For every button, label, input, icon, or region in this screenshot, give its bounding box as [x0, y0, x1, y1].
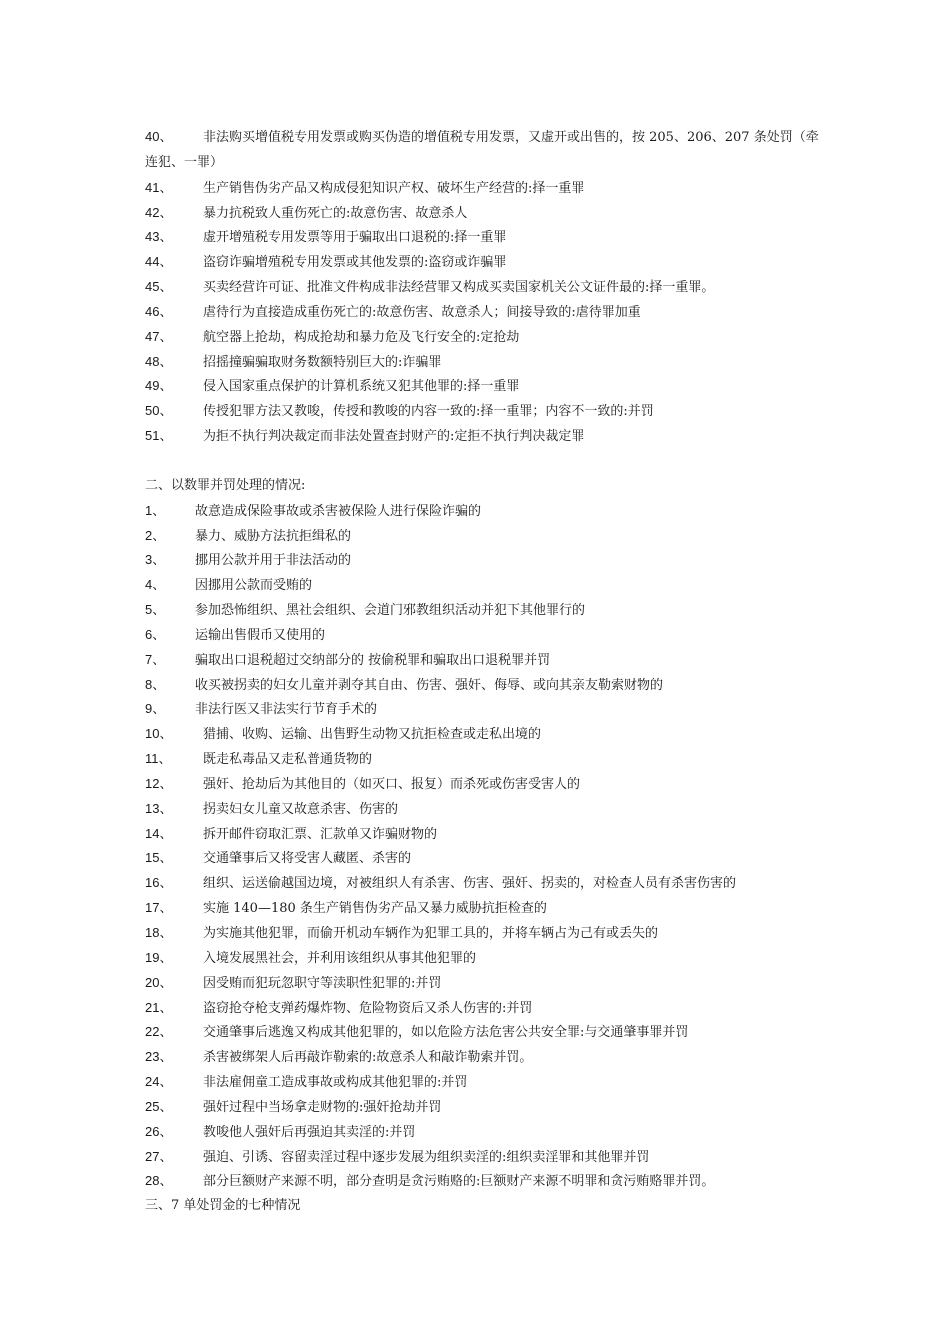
- item-text: 强迫、引诱、容留卖淫过程中逐步发展为组织卖淫的:组织卖淫罪和其他罪并罚: [203, 1149, 650, 1165]
- item-text: 杀害被绑架人后再敲诈勒索的:故意杀人和敲诈勒索并罚。: [203, 1050, 533, 1066]
- item-text: 非法购买增值税专用发票或购买伪造的增值税专用发票，又虚开或出售的，按 205、206、207 条处罚（牵连犯、一罪）: [145, 130, 819, 170]
- list-item: [145, 275, 825, 300]
- list-item: [145, 225, 825, 250]
- section-2-list: [145, 499, 825, 1195]
- item-number: 50、: [145, 403, 173, 419]
- list-item: [145, 1020, 825, 1045]
- spacer: [145, 449, 825, 474]
- item-number: 27、: [145, 1148, 173, 1164]
- item-number: 21、: [145, 999, 173, 1015]
- item-text: 参加恐怖组织、黑社会组织、会道门邪教组织活动并犯下其他罪行的: [195, 603, 586, 619]
- item-number: 49、: [145, 378, 173, 394]
- list-item: [145, 1145, 825, 1170]
- item-number: 11、: [145, 751, 172, 767]
- item-number: 28、: [145, 1173, 173, 1189]
- list-item: [145, 697, 825, 722]
- list-item: [145, 722, 825, 747]
- item-text: 骗取出口退税超过交纳部分的 按偷税罪和骗取出口退税罪并罚: [195, 652, 551, 668]
- item-number: 23、: [145, 1049, 173, 1065]
- document-page: [145, 125, 825, 1219]
- list-item: [145, 822, 825, 847]
- item-text: 拐卖妇女儿童又故意杀害、伤害的: [203, 801, 399, 817]
- item-text: 运输出售假币又使用的: [195, 627, 326, 643]
- item-text: 侵入国家重点保护的计算机系统又犯其他罪的:择一重罪: [203, 379, 520, 395]
- item-text: 非法雇佣童工造成事故或构成其他犯罪的:并罚: [203, 1075, 468, 1091]
- item-text: 传授犯罪方法又教唆，传授和教唆的内容一致的:择一重罪；内容不一致的:并罚: [203, 404, 654, 420]
- list-item: [145, 896, 825, 921]
- list-item: [145, 846, 825, 871]
- item-text: 实施 140—180 条生产销售伪劣产品又暴力威胁抗拒检查的: [203, 901, 547, 917]
- item-text: 买卖经营许可证、批准文件构成非法经营罪又构成买卖国家机关公文证件最的:择一重罪。: [203, 280, 715, 296]
- item-text: 既走私毒品又走私普通货物的: [203, 752, 373, 768]
- item-number: 15、: [145, 850, 173, 866]
- item-number: 7、: [145, 651, 166, 667]
- list-item: [145, 1045, 825, 1070]
- item-text: 虚开增殖税专用发票等用于骗取出口退税的:择一重罪: [203, 230, 507, 246]
- list-item: [145, 673, 825, 698]
- item-number: 44、: [145, 254, 173, 270]
- item-number: 19、: [145, 949, 173, 965]
- list-item: [145, 747, 825, 772]
- item-text: 入境发展黑社会，并利用该组织从事其他犯罪的: [203, 950, 477, 966]
- item-number: 4、: [145, 577, 166, 593]
- list-item: [145, 250, 825, 275]
- list-item: [145, 797, 825, 822]
- item-text: 交通肇事后又将受害人藏匿、杀害的: [203, 851, 412, 867]
- item-text: 生产销售伪劣产品又构成侵犯知识产权、破坏生产经营的:择一重罪: [203, 180, 585, 196]
- item-text: 强奸、抢劫后为其他目的（如灭口、报复）而杀死或伤害受害人的: [203, 776, 581, 792]
- list-item: [145, 1070, 825, 1095]
- item-number: 5、: [145, 602, 166, 618]
- item-text: 非法行医又非法实行节育手术的: [195, 702, 378, 718]
- list-item: [145, 772, 825, 797]
- list-item: [145, 871, 825, 896]
- item-number: 51、: [145, 428, 173, 444]
- list-item: [145, 399, 825, 424]
- item-number: 3、: [145, 552, 166, 568]
- list-item: [145, 1095, 825, 1120]
- list-item: [145, 921, 825, 946]
- list-item: [145, 350, 825, 375]
- item-text: 交通肇事后逃逸又构成其他犯罪的，如以危险方法危害公共安全罪:与交通肇事罪并罚: [203, 1025, 689, 1041]
- item-text: 盗窃抢夺枪支弹药爆炸物、危险物资后又杀人伤害的:并罚: [203, 1000, 533, 1016]
- item-number: 20、: [145, 974, 173, 990]
- list-item: [145, 598, 825, 623]
- item-text: 暴力、威胁方法抗拒缉私的: [195, 528, 352, 544]
- item-text: 虐待行为直接造成重伤死亡的:故意伤害、故意杀人；间接导致的:虐待罪加重: [203, 304, 641, 320]
- item-number: 40、: [145, 129, 173, 144]
- list-item: [145, 996, 825, 1021]
- item-text: 为实施其他犯罪，而偷开机动车辆作为犯罪工具的，并将车辆占为己有或丢失的: [203, 926, 659, 941]
- list-item: [145, 548, 825, 573]
- list-item: [145, 524, 825, 549]
- item-number: 2、: [145, 527, 166, 543]
- item-text: 盗窃诈骗增殖税专用发票或其他发票的:盗窃或诈骗罪: [203, 255, 507, 271]
- item-number: 22、: [145, 1024, 173, 1040]
- list-item: [145, 300, 825, 325]
- item-number: 14、: [145, 825, 173, 841]
- item-text: 因挪用公款而受贿的: [195, 578, 313, 594]
- item-text: 强奸过程中当场拿走财物的:强奸抢劫并罚: [203, 1099, 442, 1115]
- item-text: 收买被拐卖的妇女儿童并剥夺其自由、伤害、强奸、侮辱、或向其亲友勒索财物的: [195, 677, 664, 693]
- item-number: 18、: [145, 925, 173, 940]
- item-number: 47、: [145, 328, 173, 344]
- list-item: [145, 424, 825, 449]
- item-text: 猎捕、收购、运输、出售野生动物又抗拒检查或走私出境的: [203, 727, 542, 743]
- item-number: 6、: [145, 626, 166, 642]
- item-number: 24、: [145, 1074, 173, 1090]
- list-item: [145, 1169, 825, 1194]
- section-3-heading: 三、7 单处罚金的七种情况: [145, 1198, 301, 1214]
- item-text: 挪用公款并用于非法活动的: [195, 553, 352, 569]
- item-number: 42、: [145, 204, 173, 220]
- list-item: [145, 176, 825, 201]
- item-number: 45、: [145, 279, 173, 295]
- item-text: 暴力抗税致人重伤死亡的:故意伤害、故意杀人: [203, 205, 468, 221]
- item-text: 教唆他人强奸后再强迫其卖淫的:并罚: [203, 1124, 416, 1140]
- item-number: 46、: [145, 303, 173, 319]
- item-number: 10、: [145, 726, 173, 742]
- item-text: 因受贿而犯玩忽职守等渎职性犯罪的:并罚: [203, 975, 442, 991]
- list-item: [145, 573, 825, 598]
- list-item: [145, 1120, 825, 1145]
- item-text: 拆开邮件窃取汇票、汇款单又诈骗财物的: [203, 826, 438, 842]
- item-number: 8、: [145, 676, 166, 692]
- item-text: 组织、运送偷越国边境，对被组织人有杀害、伤害、强奸、拐卖的，对检查人员有杀害伤害的: [203, 876, 737, 892]
- item-number: 25、: [145, 1098, 173, 1114]
- list-item: [145, 125, 825, 176]
- item-number: 13、: [145, 800, 173, 816]
- item-text: 故意造成保险事故或杀害被保险人进行保险诈骗的: [195, 503, 482, 519]
- item-number: 9、: [145, 701, 166, 717]
- item-text: 部分巨额财产来源不明，部分查明是贪污贿赂的:巨额财产来源不明罪和贪污贿赂罪并罚。: [203, 1174, 715, 1190]
- item-number: 16、: [145, 875, 173, 891]
- item-text: 航空器上抢劫，构成抢劫和暴力危及飞行安全的:定抢劫: [203, 329, 520, 345]
- list-item: [145, 499, 825, 524]
- section-1-list: [145, 125, 825, 449]
- item-number: 43、: [145, 229, 173, 245]
- item-number: 48、: [145, 353, 173, 369]
- section-2-heading: 二、以数罪并罚处理的情况:: [145, 477, 306, 493]
- list-item: [145, 623, 825, 648]
- list-item: [145, 201, 825, 226]
- list-item: [145, 946, 825, 971]
- list-item: [145, 374, 825, 399]
- item-text: 为拒不执行判决裁定而非法处置查封财产的:定拒不执行判决裁定罪: [203, 429, 585, 445]
- item-number: 17、: [145, 900, 173, 916]
- item-number: 41、: [145, 179, 173, 195]
- list-item: [145, 325, 825, 350]
- list-item: [145, 648, 825, 673]
- list-item: [145, 971, 825, 996]
- item-number: 12、: [145, 775, 173, 791]
- item-number: 1、: [145, 502, 166, 518]
- item-text: 招摇撞骗骗取财务数额特别巨大的:诈骗罪: [203, 354, 442, 370]
- item-number: 26、: [145, 1123, 173, 1139]
